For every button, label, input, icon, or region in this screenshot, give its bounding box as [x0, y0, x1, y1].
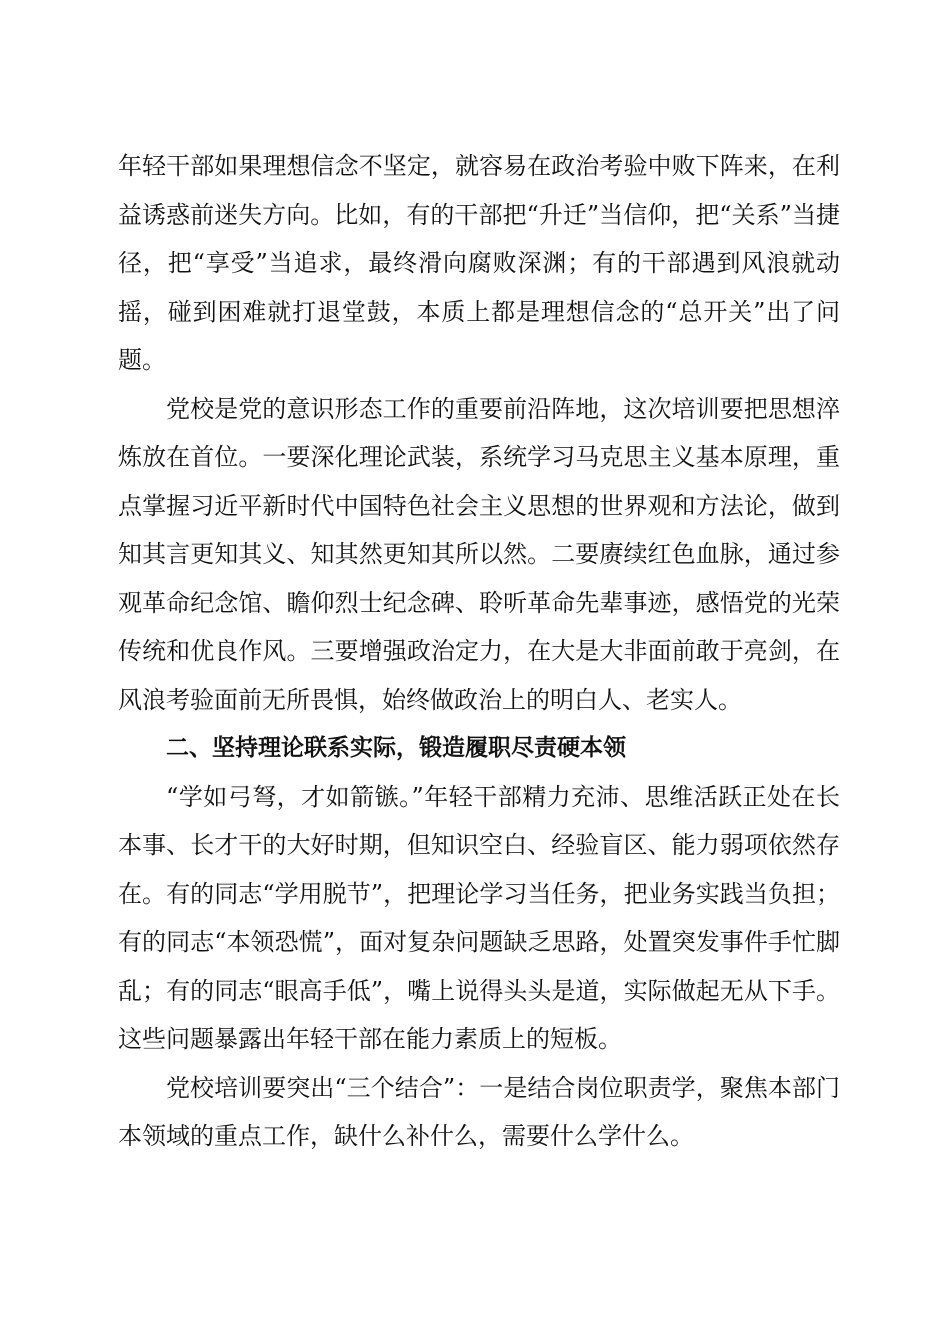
paragraph-skills-gap: “学如弓弩，才如箭镞。”年轻干部精力充沛、思维活跃正处在长本事、长才干的大好时期，但知识空白、经验盲区、能力弱项依然存在。有的同志“学用脱节”，把理论学习当任务，把业务实践当负担；有的同志“本领恐慌”，面对复杂问题缺乏思路，处置突发事件手忙脚乱；有的同志“眼高手低”，嘴上说得头头是道，实际做起无从下手。这些问题暴露出年轻干部在能力素质上的短板。: [118, 782, 840, 1053]
document-body: [118, 142, 840, 1161]
paragraph-ideals: 年轻干部如果理想信念不坚定，就容易在政治考验中败下阵来，在利益诱惑前迷失方向。比如，有的干部把“升迁”当信仰，把“关系”当捷径，把“享受”当追求，最终滑向腐败深渊；有的干部遇到风浪就动摇，碰到困难就打退堂鼓，本质上都是理想信念的“总开关”出了问题。: [118, 152, 840, 374]
paragraph-three-combinations: 党校培训要突出“三个结合”：一是结合岗位职责学，聚焦本部门本领域的重点工作，缺什么补什么，需要什么学什么。: [118, 1073, 840, 1150]
section-heading-2: 二、坚持理论联系实际，锻造履职尽责硬本领: [166, 735, 626, 761]
paragraph-party-school-ideology: 党校是党的意识形态工作的重要前沿阵地，这次培训要把思想淬炼放在首位。一要深化理论武装，系统学习马克思主义基本原理，重点掌握习近平新时代中国特色社会主义思想的世界观和方法论，做到知其言更知其义、知其然更知其所以然。二要赓续红色血脉，通过参观革命纪念馆、瞻仰烈士纪念碑、聆听革命先辈事迹，感悟党的光荣传统和优良作风。三要增强政治定力，在大是大非面前敢于亮剑，在风浪考验面前无所畏惧，始终做政治上的明白人、老实人。: [118, 394, 840, 714]
